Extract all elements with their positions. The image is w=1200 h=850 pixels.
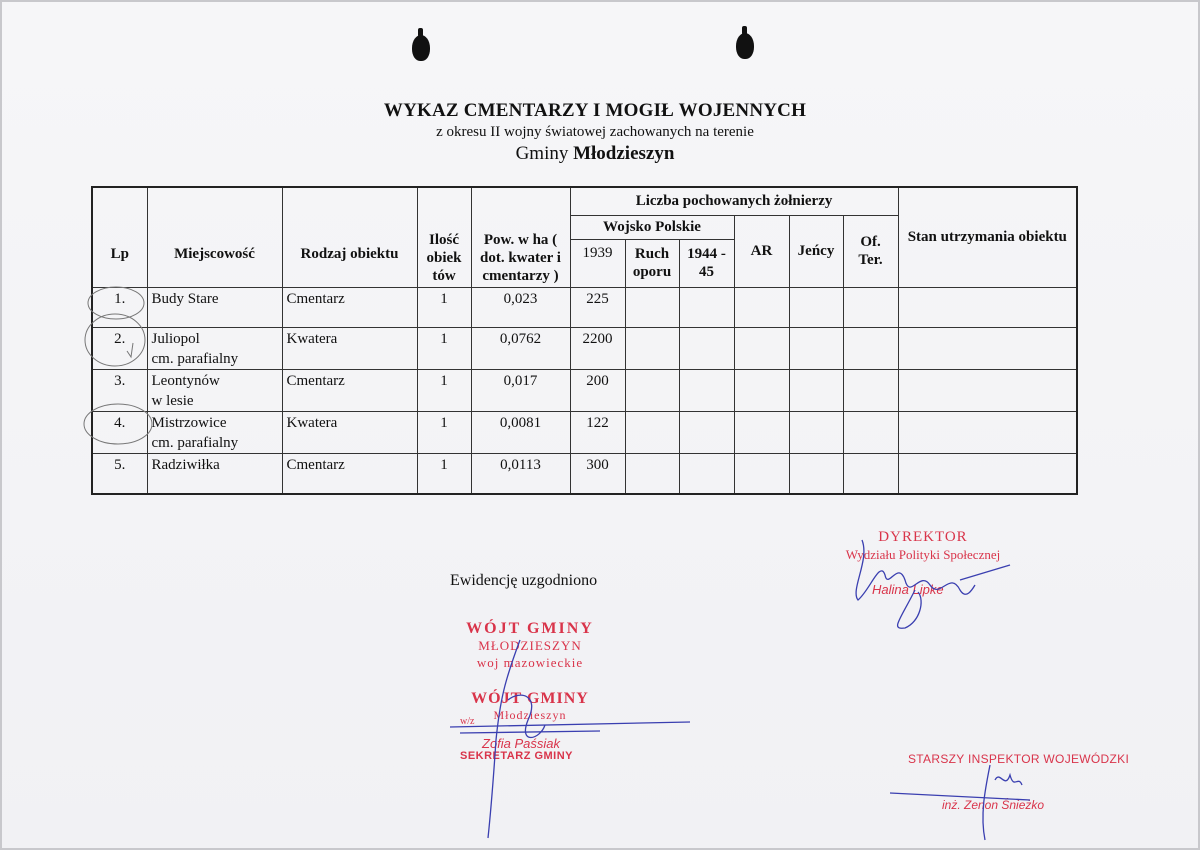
gmina-name: Młodzieszyn	[573, 143, 675, 164]
col-header-1944: 1944 - 45	[679, 239, 734, 287]
wojt-signature-gmina: Młodzieszyn	[493, 708, 567, 722]
wojt-signature-stamp	[455, 690, 605, 724]
cell-pow: 0,0081	[471, 411, 570, 453]
col-header-miejscowosc: Miejscowość	[147, 187, 282, 287]
cell-lp: 5.	[92, 453, 147, 494]
cell-stan	[898, 369, 1077, 411]
inspektor-name: inż. Zenon Śnieżko	[942, 798, 1045, 812]
cell-1939: 300	[570, 453, 625, 494]
place-name: Mistrzowice	[151, 414, 227, 431]
place-name: Budy Stare	[151, 290, 219, 307]
evidence-note: Ewidencję uzgodniono	[450, 572, 598, 589]
gmina-heading	[0, 143, 1190, 165]
cell-lp: 3.	[92, 369, 147, 411]
cell-miejscowosc	[147, 411, 282, 453]
cell-miejscowosc	[147, 369, 282, 411]
cell-ofter	[843, 411, 898, 453]
cell-ruch	[625, 369, 679, 411]
cell-ofter	[843, 369, 898, 411]
place-name: Radziwiłka	[151, 456, 220, 473]
col-header-jency: Jeńcy	[789, 215, 843, 287]
cell-ilosc: 1	[417, 327, 471, 369]
wojt-stamp-gmina: MŁODZIESZYN	[478, 638, 582, 653]
col-header-wojsko: Wojsko Polskie	[570, 215, 734, 239]
cell-ruch	[625, 327, 679, 369]
cell-stan	[898, 411, 1077, 453]
place-name: Juliopol	[151, 330, 200, 347]
cell-rodzaj: Cmentarz	[282, 369, 417, 411]
cell-1944	[679, 411, 734, 453]
cell-pow: 0,0113	[471, 453, 570, 494]
dyrektor-name: Halina Lipke	[872, 582, 944, 597]
document-subtitle: z okresu II wojny światowej zachowanych na terenie	[436, 124, 754, 140]
gmina-prefix: Gminy	[515, 143, 569, 164]
cell-rodzaj: Kwatera	[282, 411, 417, 453]
col-header-ilosc: Ilość obiek tów	[417, 187, 471, 287]
wojt-stamp-woj: woj mazowieckie	[476, 655, 584, 670]
cell-rodzaj: Kwatera	[282, 327, 417, 369]
col-header-1939: 1939	[570, 239, 625, 287]
cell-rodzaj: Cmentarz	[282, 287, 417, 327]
cell-ar	[734, 411, 789, 453]
cell-pow: 0,0762	[471, 327, 570, 369]
col-header-lp: Lp	[92, 187, 147, 287]
col-header-rodzaj: Rodzaj obiektu	[282, 187, 417, 287]
cell-stan	[898, 327, 1077, 369]
place-detail: w lesie	[151, 392, 194, 409]
cell-miejscowosc	[147, 327, 282, 369]
cell-jency	[789, 327, 843, 369]
cell-1939: 225	[570, 287, 625, 327]
inspektor-stamp: STARSZY INSPEKTOR WOJEWÓDZKI	[908, 752, 1130, 766]
signer-role: SEKRETARZ GMINY	[460, 750, 574, 762]
signer-name: Zofia Paśsiak	[482, 736, 561, 751]
document-title: WYKAZ CMENTARZY I MOGIŁ WOJENNYCH	[383, 100, 807, 121]
cell-ofter	[843, 453, 898, 494]
cell-lp: 2.	[92, 327, 147, 369]
dyrektor-wydzial: Wydziału Polityki Społecznej	[845, 547, 1001, 562]
cemetery-table	[91, 186, 1078, 495]
cell-1944	[679, 453, 734, 494]
cell-ar	[734, 327, 789, 369]
table-row	[92, 411, 1077, 453]
wojt-signature-title: WÓJT GMINY	[471, 690, 589, 707]
cell-rodzaj: Cmentarz	[282, 453, 417, 494]
cell-1939: 2200	[570, 327, 625, 369]
dyrektor-title: DYREKTOR	[878, 529, 968, 545]
cell-jency	[789, 411, 843, 453]
place-name: Leontynów	[151, 372, 220, 389]
table-row	[92, 369, 1077, 411]
cell-pow: 0,017	[471, 369, 570, 411]
punch-hole	[412, 35, 430, 61]
cell-jency	[789, 369, 843, 411]
col-header-liczba: Liczba pochowanych żołnierzy	[570, 187, 898, 215]
cell-ilosc: 1	[417, 287, 471, 327]
col-header-pow: Pow. w ha ( dot. kwater i cmentarzy )	[471, 187, 570, 287]
cell-miejscowosc	[147, 287, 282, 327]
cell-ruch	[625, 287, 679, 327]
cell-1939: 200	[570, 369, 625, 411]
cell-ar	[734, 453, 789, 494]
cell-ofter	[843, 327, 898, 369]
col-header-stan: Stan utrzymania obiektu	[898, 187, 1077, 287]
cell-ar	[734, 369, 789, 411]
cell-1944	[679, 327, 734, 369]
cell-jency	[789, 453, 843, 494]
table-row	[92, 453, 1077, 494]
punch-hole	[736, 33, 754, 59]
cell-ruch	[625, 453, 679, 494]
col-header-ruch: Ruch oporu	[625, 239, 679, 287]
cell-ilosc: 1	[417, 453, 471, 494]
cell-1939: 122	[570, 411, 625, 453]
cell-1944	[679, 369, 734, 411]
cell-ilosc: 1	[417, 411, 471, 453]
cell-stan	[898, 287, 1077, 327]
wojt-stamp-title: WÓJT GMINY	[466, 620, 594, 637]
cell-lp: 1.	[92, 287, 147, 327]
table-row	[92, 287, 1077, 327]
cell-lp: 4.	[92, 411, 147, 453]
table-row	[92, 327, 1077, 369]
wojt-stamp	[460, 620, 600, 671]
cell-1944	[679, 287, 734, 327]
place-detail: cm. parafialny	[151, 350, 239, 367]
place-detail: cm. parafialny	[151, 434, 239, 451]
cell-pow: 0,023	[471, 287, 570, 327]
wz-label: w/z	[460, 716, 475, 727]
dyrektor-stamp	[828, 528, 1018, 564]
cell-jency	[789, 287, 843, 327]
cell-ilosc: 1	[417, 369, 471, 411]
cell-stan	[898, 453, 1077, 494]
cell-ruch	[625, 411, 679, 453]
col-header-ar: AR	[734, 215, 789, 287]
cell-miejscowosc	[147, 453, 282, 494]
cell-ofter	[843, 287, 898, 327]
col-header-ofter: Of. Ter.	[843, 215, 898, 287]
cell-ar	[734, 287, 789, 327]
